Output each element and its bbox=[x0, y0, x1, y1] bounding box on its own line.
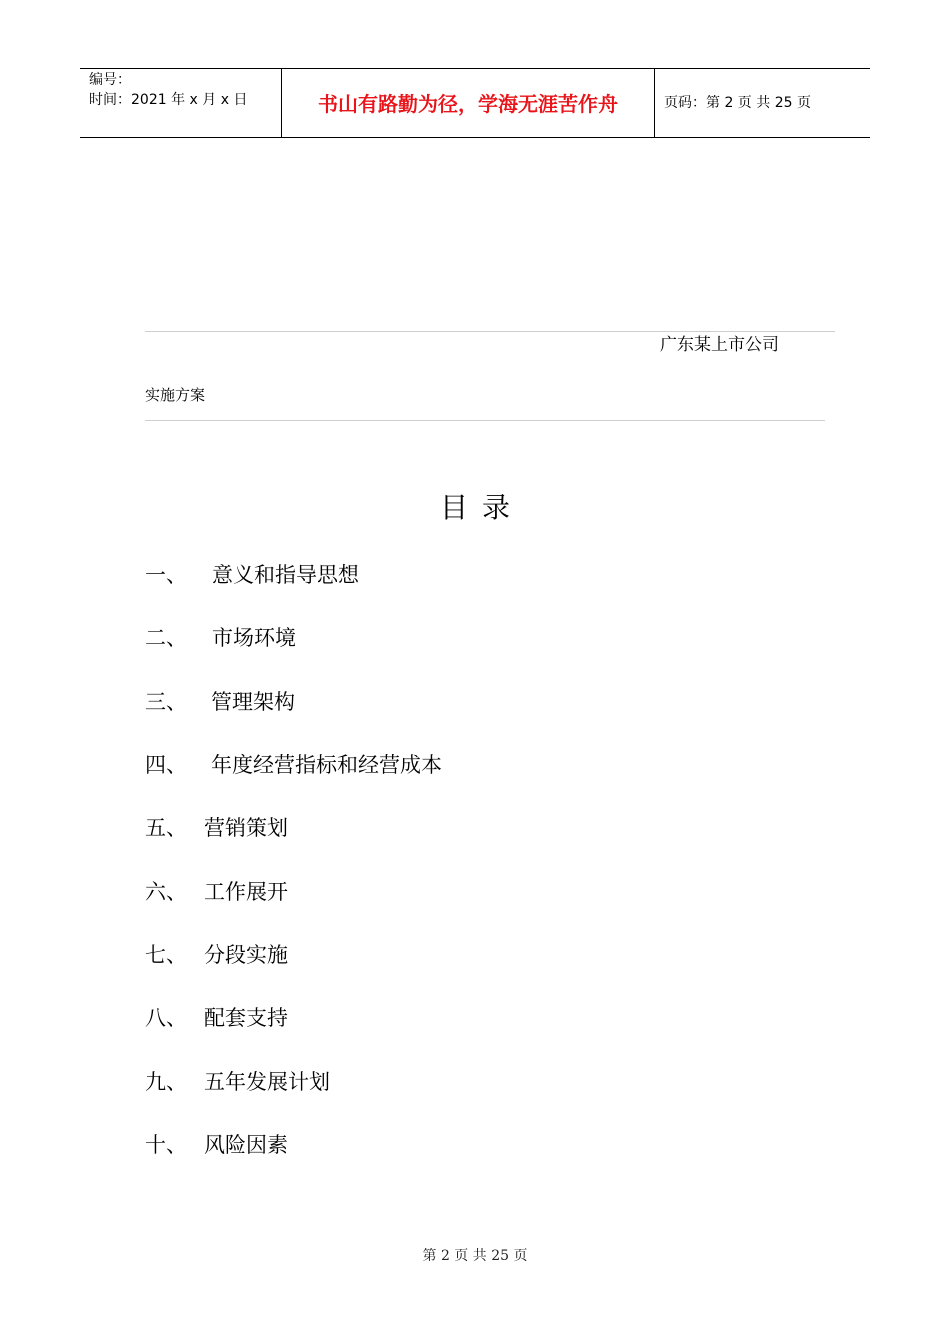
toc-item-label: 分段实施 bbox=[204, 943, 288, 967]
company-name: 广东某上市公司 bbox=[660, 335, 779, 355]
page-header bbox=[80, 68, 870, 138]
header-meta-cell bbox=[80, 69, 282, 137]
toc-item-number: 五、 bbox=[145, 816, 187, 840]
toc-item-label: 风险因素 bbox=[204, 1133, 288, 1157]
toc-item-label: 营销策划 bbox=[204, 816, 288, 840]
toc-heading: 目录 bbox=[439, 491, 524, 524]
divider-bottom bbox=[145, 420, 825, 421]
header-page-info: 页码：第 2 页 共 25 页 bbox=[664, 95, 811, 111]
toc-item-label: 市场环境 bbox=[212, 626, 296, 650]
toc-item-label: 年度经营指标和经营成本 bbox=[211, 753, 442, 777]
divider-top bbox=[145, 331, 835, 332]
toc-item-number: 十、 bbox=[145, 1133, 187, 1157]
page-footer: 第 2 页 共 25 页 bbox=[422, 1248, 528, 1264]
plan-title: 实施方案 bbox=[145, 386, 206, 404]
document-date: 时间：2021 年 x 月 x 日 bbox=[89, 92, 248, 108]
toc-item-label: 五年发展计划 bbox=[204, 1070, 330, 1094]
toc-item-label: 工作展开 bbox=[204, 880, 288, 904]
toc-item-number: 六、 bbox=[145, 880, 187, 904]
toc-item-number: 四、 bbox=[145, 753, 187, 777]
toc-item-number: 二、 bbox=[145, 626, 187, 650]
toc-item-number: 九、 bbox=[145, 1070, 187, 1094]
header-motto-cell bbox=[282, 69, 655, 137]
document-code-label: 编号： bbox=[89, 72, 131, 88]
toc-item-number: 七、 bbox=[145, 943, 187, 967]
toc-item-number: 八、 bbox=[145, 1006, 187, 1030]
toc-item-label: 意义和指导思想 bbox=[212, 563, 359, 587]
toc-item-label: 配套支持 bbox=[204, 1006, 288, 1030]
toc-item-label: 管理架构 bbox=[211, 690, 295, 714]
toc-item-number: 一、 bbox=[145, 563, 187, 587]
toc-item-number: 三、 bbox=[145, 690, 187, 714]
header-motto: 书山有路勤为径，学海无涯苦作舟 bbox=[318, 92, 618, 116]
header-page-cell bbox=[655, 69, 870, 137]
